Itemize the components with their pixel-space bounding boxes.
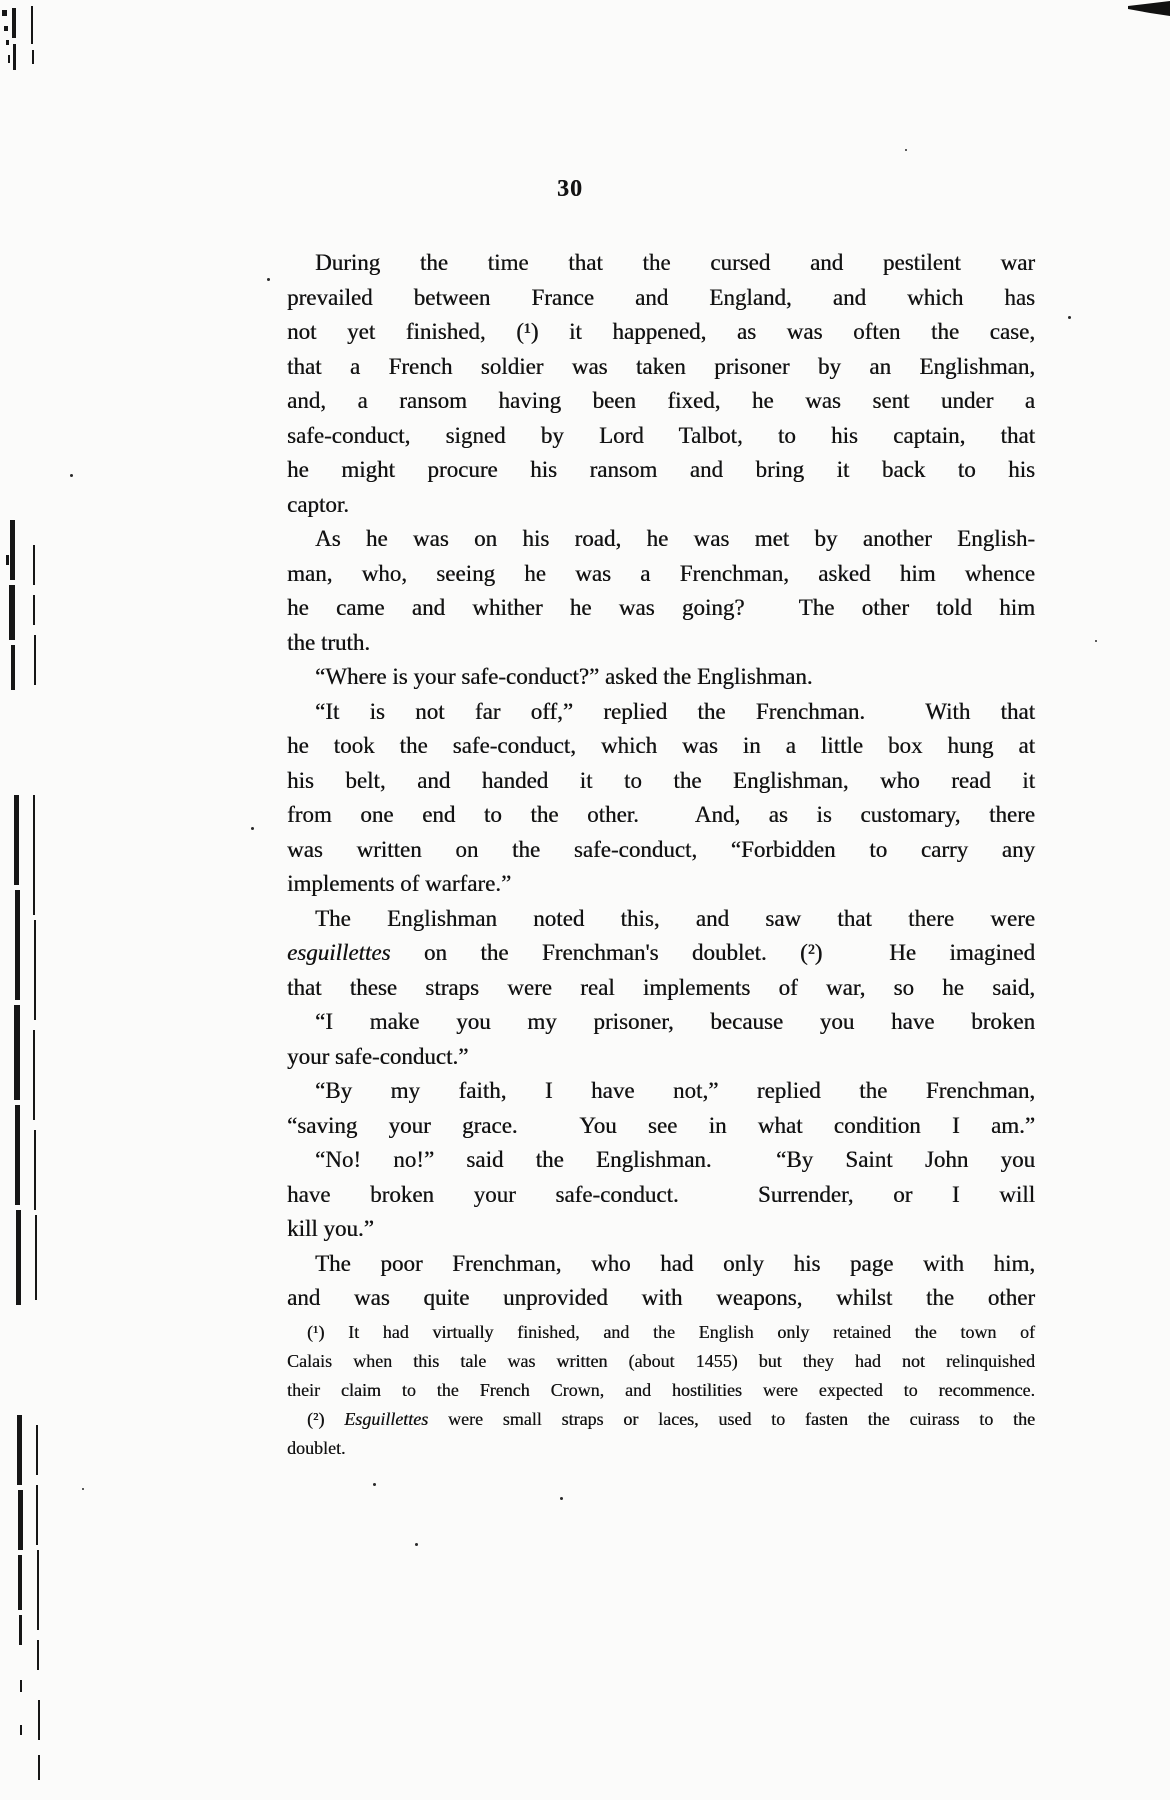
text-segment: “No! no!” said the Englishman. “By Saint John you: [315, 1147, 1035, 1172]
text-segment: have broken your safe-conduct. Surrender, or I will: [287, 1181, 1035, 1207]
scan-speck: [1095, 640, 1097, 642]
text-segment: he came and whither he was going? The other told him: [287, 595, 1035, 620]
text-line: [287, 1212, 1035, 1247]
footnote: [287, 1318, 1035, 1405]
text-line: [287, 384, 1035, 419]
text-segment: not yet finished, (¹) it happened, as was often the case,: [287, 319, 1035, 344]
paragraph: [287, 1247, 1035, 1316]
scan-speck: [905, 149, 907, 151]
text-segment: implements of warfare.”: [287, 871, 512, 896]
text-line: [287, 281, 1035, 316]
text-line: [287, 315, 1035, 350]
scan-speck: [560, 1497, 563, 1500]
scan-speck: [373, 1483, 376, 1486]
text-segment: During the time that the cursed and pestilent war: [315, 250, 1035, 275]
text-line: [287, 1405, 1035, 1434]
paragraph: [287, 695, 1035, 902]
text-segment: he might procure his ransom and bring it back to his: [287, 457, 1035, 482]
scan-speck: [267, 278, 270, 281]
text-line: [287, 1318, 1035, 1347]
text-segment: The poor Frenchman, who had only his page with him,: [315, 1250, 1035, 1276]
text-line: [287, 660, 1035, 695]
text-segment: was written on the safe-conduct, “Forbidden to carry any: [287, 836, 1035, 862]
text-line: [287, 902, 1035, 937]
text-line: [287, 246, 1035, 281]
text-line: [287, 453, 1035, 488]
text-segment: his belt, and handed it to the Englishman, who read it: [287, 767, 1035, 793]
text-line: [287, 764, 1035, 799]
text-line: [287, 1109, 1035, 1144]
scan-speck: [70, 474, 73, 477]
text-segment: prevailed between France and England, and which has: [287, 284, 1035, 310]
text-line: [287, 798, 1035, 833]
body-text: [287, 246, 1035, 1316]
text-line: [287, 1178, 1035, 1213]
text-segment: kill you.”: [287, 1216, 374, 1241]
paragraph: [287, 522, 1035, 660]
paragraph: [287, 660, 1035, 695]
text-segment: The Englishman noted this, and saw that there were: [315, 905, 1035, 931]
text-line: [287, 557, 1035, 592]
italic-text: esguillettes: [287, 940, 391, 965]
text-segment: your safe-conduct.”: [287, 1043, 469, 1069]
text-segment: (²): [307, 1409, 345, 1429]
text-line: [287, 695, 1035, 730]
paragraph: [287, 246, 1035, 522]
text-line: [287, 1434, 1035, 1463]
text-line: [287, 1247, 1035, 1282]
scan-speck: [82, 1488, 84, 1490]
text-segment: their claim to the French Crown, and hostilities were expected to recommence.: [287, 1380, 1035, 1400]
text-segment: captor.: [287, 491, 349, 517]
text-segment: man, who, seeing he was a Frenchman, asked him whence: [287, 560, 1035, 586]
text-line: [287, 419, 1035, 454]
text-line: [287, 1005, 1035, 1040]
italic-text: Esguillettes: [344, 1409, 429, 1429]
footnote: [287, 1405, 1035, 1463]
text-line: [287, 1040, 1035, 1075]
text-segment: (¹) It had virtually finished, and the English only retained the town of: [307, 1322, 1035, 1342]
scan-speck: [415, 1543, 418, 1546]
text-segment: “By my faith, I have not,” replied the Frenchman,: [315, 1078, 1035, 1103]
text-line: [287, 626, 1035, 661]
scan-speck: [251, 827, 254, 830]
text-line: [287, 1074, 1035, 1109]
text-line: [287, 936, 1035, 971]
text-segment: “I make you my prisoner, because you have broken: [315, 1009, 1035, 1034]
footnotes: [287, 1318, 1035, 1463]
text-segment: “It is not far off,” replied the Frenchman. With that: [315, 698, 1035, 724]
page-number: 30: [557, 176, 583, 202]
corner-wedge: [1128, 1, 1170, 16]
text-line: [287, 522, 1035, 557]
text-segment: that these straps were real implements of war, so he said,: [287, 974, 1035, 1000]
text-segment: and, a ransom having been fixed, he was sent under a: [287, 388, 1035, 413]
text-line: [287, 971, 1035, 1006]
text-line: [287, 867, 1035, 902]
text-line: [287, 350, 1035, 385]
text-segment: on the Frenchman's doublet. (²) He imagined: [390, 940, 1035, 965]
text-line: [287, 1281, 1035, 1316]
text-segment: were small straps or laces, used to fasten the cuirass to the: [428, 1409, 1036, 1429]
text-line: [287, 1143, 1035, 1178]
paragraph: [287, 1074, 1035, 1143]
paragraph: [287, 902, 1035, 1006]
text-segment: “saving your grace. You see in what condition I am.”: [287, 1112, 1035, 1138]
text-line: [287, 488, 1035, 523]
text-line: [287, 1376, 1035, 1405]
text-segment: Calais when this tale was written (about 1455) but they had not relinquished: [287, 1351, 1035, 1371]
text-segment: and was quite unprovided with weapons, whilst the other: [287, 1285, 1035, 1310]
text-segment: from one end to the other. And, as is customary, there: [287, 802, 1035, 827]
text-segment: the truth.: [287, 629, 371, 655]
text-segment: “Where is your safe-conduct?” asked the Englishman.: [315, 664, 813, 689]
text-line: [287, 1347, 1035, 1376]
text-segment: safe-conduct, signed by Lord Talbot, to his captain, that: [287, 422, 1035, 448]
text-segment: that a French soldier was taken prisoner by an Englishman,: [287, 353, 1035, 379]
scan-speck: [1068, 316, 1071, 319]
text-line: [287, 591, 1035, 626]
paragraph: [287, 1005, 1035, 1074]
text-line: [287, 833, 1035, 868]
text-line: [287, 729, 1035, 764]
text-segment: he took the safe-conduct, which was in a little box hung at: [287, 733, 1035, 758]
paragraph: [287, 1143, 1035, 1247]
text-segment: As he was on his road, he was met by another English-: [315, 526, 1035, 551]
text-segment: doublet.: [287, 1438, 346, 1458]
